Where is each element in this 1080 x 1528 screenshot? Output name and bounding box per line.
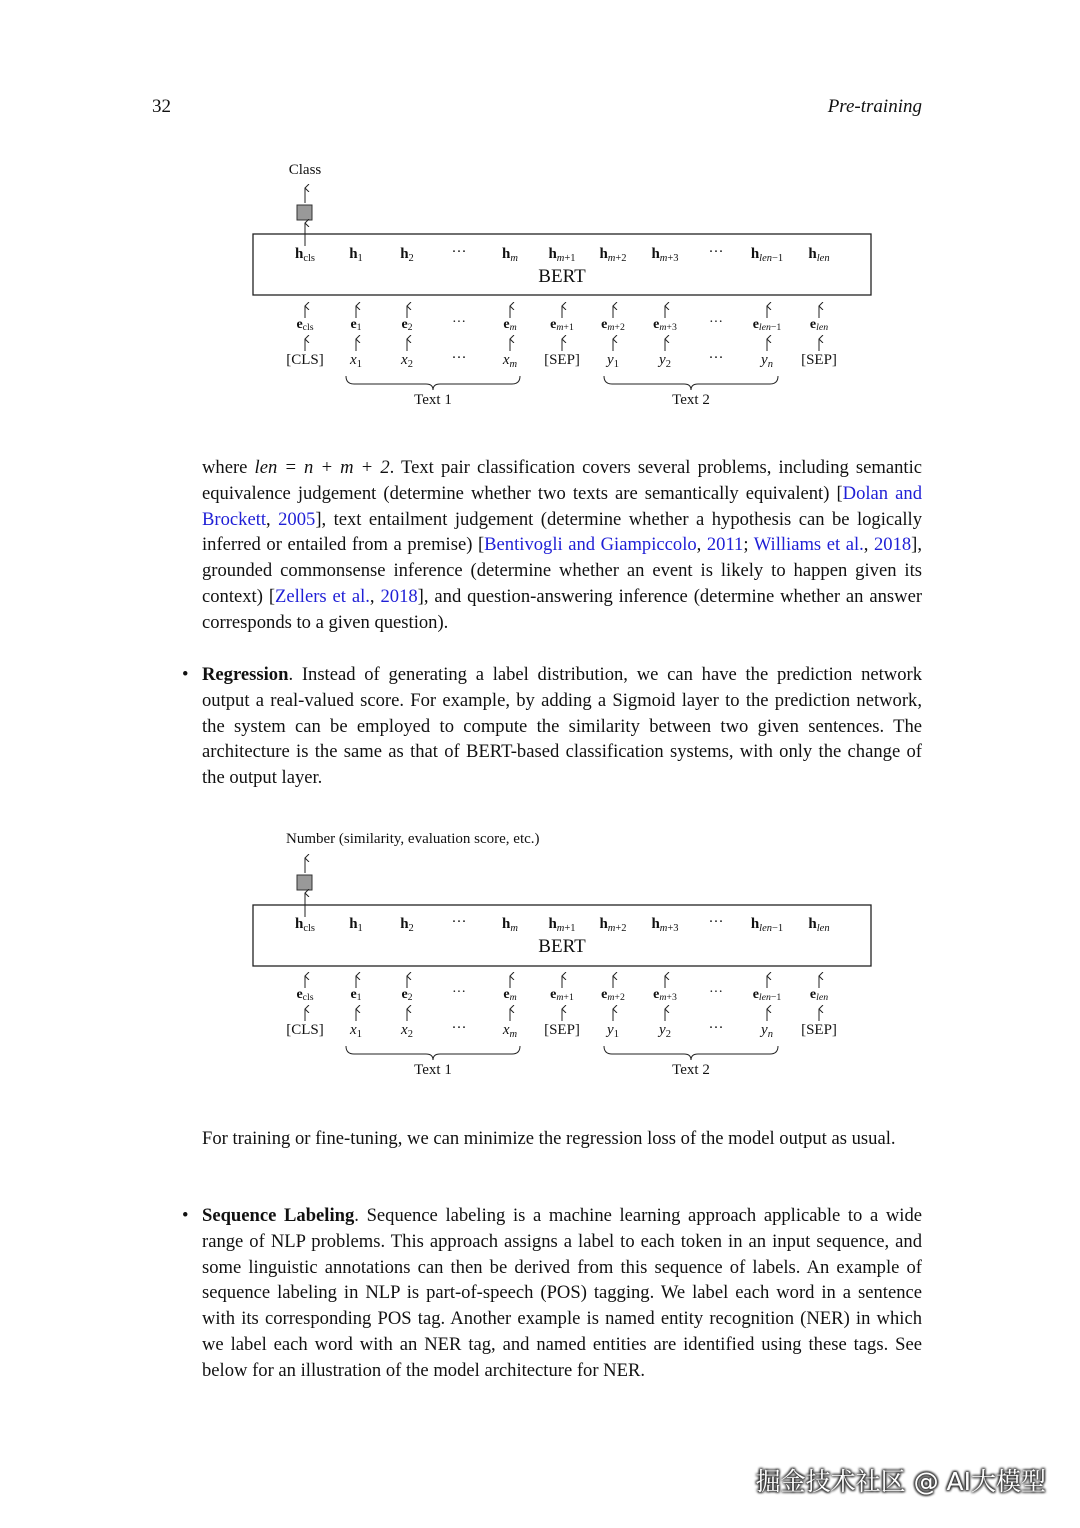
y-n: $y_n$	[761, 1022, 773, 1040]
h-ellipsis: ···	[451, 244, 467, 260]
h-2: $h_2$	[400, 916, 414, 934]
x-ellipsis: ···	[451, 350, 467, 366]
y-ellipsis: ···	[708, 1020, 724, 1036]
figure-1-lines	[240, 158, 880, 418]
y-ellipsis: ···	[708, 350, 724, 366]
x-ellipsis: ···	[451, 1020, 467, 1036]
x-m: $x_m$	[502, 352, 518, 370]
sequence-labeling-text: . Sequence labeling is a machine learning approach applicable to a wide range of NLP problems. This approach assigns a label to each token in an input sequence, and some linguistic annotations can then be derived from this sequence of labels. An example of sequence labeling in NLP is part-of-speech (POS) tagging. We label each word in a sentence with its corresponding POS tag. Another example is named entity recognition (NER) in which we label each word with an NER tag, and named entities are identified using these tags. See below for an illustration of the model architecture for NER.	[202, 1205, 922, 1381]
citation-link[interactable]: Zellers et al.	[275, 585, 370, 607]
e-m: $e_m$	[503, 987, 517, 1004]
cls-token: [CLS]	[286, 352, 324, 368]
para1-text: ,	[266, 508, 279, 530]
class-label: Class	[288, 162, 322, 178]
text2-label: Text 2	[672, 1062, 710, 1078]
h-m: $h_m$	[502, 916, 518, 934]
running-head: Pre-training	[827, 96, 922, 117]
h-m2: $h_{m+2}$	[599, 916, 627, 934]
h-2: $h_2$	[400, 246, 414, 264]
citation-link[interactable]: Dolan and Brockett	[202, 482, 922, 530]
h-ellipsis-2: ···	[708, 244, 724, 260]
h-m: $h_m$	[502, 246, 518, 264]
input-arrows	[305, 1009, 819, 1021]
para1-text: ,	[696, 534, 707, 556]
x-m: $x_m$	[502, 1022, 518, 1040]
e-len-1: $e_{len-1}$	[752, 317, 782, 334]
y-1: $y_1$	[607, 352, 619, 370]
e-2: $e_2$	[401, 317, 413, 334]
e-cls: $e_{cls}$	[296, 987, 314, 1004]
number-label: Number (similarity, evaluation score, etc.)	[286, 831, 540, 847]
e-m3: $e_{m+3}$	[653, 317, 677, 334]
e-ellipsis-2: ···	[709, 985, 723, 1000]
y-2: $y_2$	[659, 352, 671, 370]
x-1: $x_1$	[350, 1022, 362, 1040]
figure-bert-classification	[240, 158, 880, 418]
h-m1: $h_{m+1}$	[548, 916, 576, 934]
citation-link[interactable]: 2011	[706, 534, 744, 556]
para1-text: where	[202, 457, 255, 478]
para1-text: ,	[863, 534, 874, 556]
e-len: $e_{len}$	[809, 987, 829, 1004]
e-m2: $e_{m+2}$	[601, 987, 625, 1004]
para1-text: ], grounded commonsense inference (determine whether an event is likely to happen given its context) [	[202, 534, 922, 607]
e-len: $e_{len}$	[809, 317, 829, 334]
sep-token-2: [SEP]	[801, 352, 837, 368]
output-square	[297, 875, 312, 890]
h-1: $h_1$	[349, 246, 363, 264]
e-1: $e_1$	[350, 317, 362, 334]
watermark: 掘金技术社区 @ AI大模型	[755, 1467, 1046, 1496]
y-1: $y_1$	[607, 1022, 619, 1040]
y-n: $y_n$	[761, 352, 773, 370]
e-ellipsis: ···	[452, 985, 466, 1000]
page-number: 32	[152, 96, 171, 117]
bert-label: BERT	[538, 936, 586, 957]
text2-brace	[604, 1046, 778, 1060]
text1-label: Text 1	[414, 392, 452, 408]
e-m3: $e_{m+3}$	[653, 987, 677, 1004]
text1-label: Text 1	[414, 1062, 452, 1078]
e-len-1: $e_{len-1}$	[752, 987, 782, 1004]
h-ellipsis: ···	[451, 914, 467, 930]
para1-text: ], and question-answering inference (determine whether an answer corresponds to a given question).	[202, 585, 923, 633]
h-m3: $h_{m+3}$	[651, 246, 679, 264]
y-2: $y_2$	[659, 1022, 671, 1040]
para1-text: ;	[743, 534, 754, 556]
paragraph-training: For training or fine-tuning, we can minimize the regression loss of the model output as usual.	[202, 1128, 896, 1149]
e-ellipsis: ···	[452, 315, 466, 330]
paragraph-regression	[202, 662, 922, 791]
para1-text: . Text pair classification covers several problems, including semantic equivalence judgement (determine whether two texts are semantically equivalent) [	[202, 457, 922, 504]
figure-bert-regression	[240, 828, 880, 1088]
citation-link[interactable]: 2005	[278, 508, 316, 530]
h-ellipsis-2: ···	[708, 914, 724, 930]
h-len: $h_{len}$	[808, 916, 830, 934]
x-1: $x_1$	[350, 352, 362, 370]
e-m1: $e_{m+1}$	[550, 317, 574, 334]
text1-brace	[346, 376, 520, 390]
text1-brace	[346, 1046, 520, 1060]
bullet-sequence-labeling: •	[182, 1205, 189, 1226]
regression-heading: Regression	[202, 664, 289, 685]
x-2: $x_2$	[401, 1022, 413, 1040]
e-1: $e_1$	[350, 987, 362, 1004]
input-arrows	[305, 339, 819, 351]
x-2: $x_2$	[401, 352, 413, 370]
citation-link[interactable]: Bentivogli and Giampiccolo	[484, 534, 697, 556]
e-cls: $e_{cls}$	[296, 317, 314, 334]
h-m2: $h_{m+2}$	[599, 246, 627, 264]
text2-label: Text 2	[672, 392, 710, 408]
regression-text: . Instead of generating a label distribution, we can have the prediction network output a real-valued score. For example, by adding a Sigmoid layer to the prediction network, the system can be employed to compute the similarity between two given sentences. The architecture is the same as that of BERT-based classification systems, with only the change of the output layer.	[202, 664, 922, 789]
sep-token-1: [SEP]	[544, 352, 580, 368]
output-square	[297, 205, 312, 220]
e-ellipsis-2: ···	[709, 315, 723, 330]
paragraph-sequence-labeling	[202, 1203, 922, 1384]
para1-text: ,	[369, 585, 381, 607]
text2-brace	[604, 376, 778, 390]
e-2: $e_2$	[401, 987, 413, 1004]
citation-link[interactable]: 2018	[380, 585, 418, 607]
sequence-labeling-heading: Sequence Labeling	[202, 1205, 355, 1226]
h-1: $h_1$	[349, 916, 363, 934]
h-len-1: $h_{len-1}$	[750, 246, 784, 264]
sep-token-1: [SEP]	[544, 1022, 580, 1038]
h-len-1: $h_{len-1}$	[750, 916, 784, 934]
h-len: $h_{len}$	[808, 246, 830, 264]
paragraph-text-pair	[202, 455, 922, 636]
e-m2: $e_{m+2}$	[601, 317, 625, 334]
citation-link[interactable]: Williams et al.	[753, 534, 864, 556]
sep-token-2: [SEP]	[801, 1022, 837, 1038]
para1-equation: len = n + m + 2	[254, 457, 390, 478]
cls-token: [CLS]	[286, 1022, 324, 1038]
bert-label: BERT	[538, 266, 586, 287]
bullet-regression: •	[182, 664, 189, 685]
e-m1: $e_{m+1}$	[550, 987, 574, 1004]
h-m1: $h_{m+1}$	[548, 246, 576, 264]
h-m3: $h_{m+3}$	[651, 916, 679, 934]
figure-2-lines	[240, 828, 880, 1088]
para1-text: ], text entailment judgement (determine whether a hypothesis can be logically inferred or entailed from a premise) [	[202, 508, 923, 556]
e-m: $e_m$	[503, 317, 517, 334]
h-cls: $h_{cls}$	[294, 246, 316, 264]
citation-link[interactable]: 2018	[873, 534, 912, 556]
h-cls: $h_{cls}$	[294, 916, 316, 934]
